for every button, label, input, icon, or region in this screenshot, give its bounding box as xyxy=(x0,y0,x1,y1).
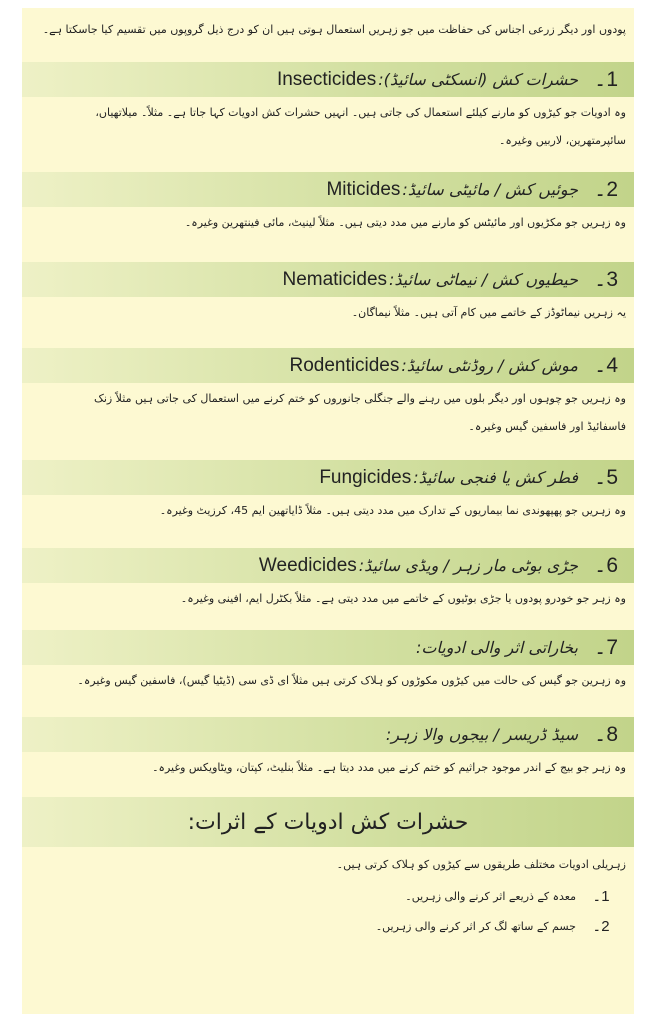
section-title-urdu: فطر کش یا فنجی سائیڈ: xyxy=(413,468,578,487)
section-description-block xyxy=(22,383,634,460)
section-number: 8۔ xyxy=(594,723,618,746)
section-description: وہ زہریں جو چوہوں اور دیگر بلوں میں رہنے والے جنگلی جانوروں کو ختم کرنے میں استعمال کی جاتی ہیں مثلاً زنک xyxy=(93,392,626,405)
intro-block xyxy=(22,8,634,62)
document-panel xyxy=(22,8,634,1014)
section-title xyxy=(414,638,578,657)
section-description-block xyxy=(22,297,634,348)
section-title-english: Insecticides xyxy=(276,68,377,90)
section-description-block xyxy=(22,665,634,717)
section-description-block xyxy=(22,583,634,630)
section-title-urdu: موش کش / روڈنٹی سائیڈ: xyxy=(401,356,578,375)
section-description-block xyxy=(22,97,634,172)
section-number: 2۔ xyxy=(594,178,618,201)
section-title-english: Rodenticides xyxy=(289,354,400,376)
section-header xyxy=(22,348,634,383)
section-title-urdu: جوئیں کش / مائیٹی سائیڈ: xyxy=(402,180,578,199)
section-number: 7۔ xyxy=(594,636,618,659)
effects-intro: زہریلی ادویات مختلف طریقوں سے کیڑوں کو ہلاک کرتی ہیں۔ xyxy=(336,858,626,871)
effects-item xyxy=(28,887,626,905)
section-title-english: Weedicides xyxy=(258,554,357,576)
section-title xyxy=(384,725,578,744)
sections xyxy=(22,62,634,797)
section-title xyxy=(277,69,578,91)
section-title-urdu: سیڈ ڈریسر / بیجوں والا زہر: xyxy=(385,725,578,744)
section-description-block xyxy=(22,495,634,548)
section-header xyxy=(22,717,634,752)
section-header xyxy=(22,62,634,97)
section-number: 5۔ xyxy=(594,466,618,489)
section-header xyxy=(22,460,634,495)
section-title xyxy=(282,269,578,291)
section-number: 3۔ xyxy=(594,268,618,291)
section-number: 4۔ xyxy=(594,354,618,377)
section-description: وہ زہریں جو پھپھوندی نما بیماریوں کے تدارک میں مدد دیتی ہیں۔ مثلاً ڈایاتھین ایم 45، کرزیٹ وغیرہ۔ xyxy=(159,504,626,517)
section-description: وہ ادویات جو کیڑوں کو مارنے کیلئے استعمال کی جاتی ہیں۔ انہیں حشرات کش ادویات کہا جاتا ہے۔ مثلاً۔ میلاتھیاں، xyxy=(95,106,626,119)
section-title xyxy=(259,555,578,577)
section-header xyxy=(22,172,634,207)
section-title xyxy=(319,467,578,489)
section-number: 1۔ xyxy=(594,68,618,91)
section-description: سائپرمتھرین، لاربیں وغیرہ۔ xyxy=(498,134,626,147)
item-text: معدہ کے ذریعے اثر کرنے والی زہریں۔ xyxy=(405,889,576,903)
section-title-urdu: حیطیوں کش / نیماٹی سائیڈ: xyxy=(389,270,578,289)
section-title-urdu: حشرات کش (انسکٹی سائیڈ): xyxy=(378,70,578,89)
section-title xyxy=(289,355,578,377)
section-header xyxy=(22,262,634,297)
section-description: وہ زہرین جو گیس کی حالت میں کیڑوں مکوڑوں کو ہلاک کرتی ہیں مثلاً ای ڈی سی (ڈیٹیا گیس)، فاسفین گیس وغیرہ۔ xyxy=(77,674,626,687)
section-title-english: Miticides xyxy=(326,178,401,200)
section-title-english: Nematicides xyxy=(282,268,388,290)
item-number: 1۔ xyxy=(592,888,610,905)
section-title-urdu: بخاراتی اثر والی ادویات: xyxy=(415,638,578,657)
section-header xyxy=(22,630,634,665)
item-number: 2۔ xyxy=(592,918,610,935)
effects-body xyxy=(22,847,634,935)
section-title xyxy=(326,179,578,201)
section-description: یہ زہریں نیماٹوڈز کے خاتمے میں کام آتی ہیں۔ مثلاً نیماگان۔ xyxy=(351,306,626,319)
section-title-english: Fungicides xyxy=(319,466,412,488)
section-number: 6۔ xyxy=(594,554,618,577)
section-description-block xyxy=(22,207,634,262)
effects-title: حشرات کش ادویات کے اثرات: xyxy=(22,797,634,847)
item-text: جسم کے ساتھ لگ کر اثر کرنے والی زہریں۔ xyxy=(375,919,576,933)
intro-text: پودوں اور دیگر زرعی اجناس کی حفاظت میں جو زہریں استعمال ہوتی ہیں ان کو درج ذیل گروپوں میں تقسیم کیا جاسکتا ہے۔ xyxy=(42,23,626,36)
section-description: وہ زہر جو بیج کے اندر موجود جراثیم کو ختم کرنے میں مدد دیتا ہے۔ مثلاً بنلیٹ، کپتان، ویٹاویکس وغیرہ۔ xyxy=(152,761,626,774)
section-description-block xyxy=(22,752,634,797)
section-description: وہ زہریں جو مکڑیوں اور مائیٹس کو مارنے میں مدد دیتی ہیں۔ مثلاً لینیٹ، مائی فینتھرین وغیرہ۔ xyxy=(184,216,626,229)
section-header xyxy=(22,548,634,583)
section-description: وہ زہر جو خودرو پودوں یا جڑی بوٹیوں کے خاتمے میں مدد دیتی ہے۔ مثلاً بکٹرل ایم، افینی وغیرہ۔ xyxy=(180,592,626,605)
section-title-urdu: جڑی بوٹی مار زہر / ویڈی سائیڈ: xyxy=(358,556,578,575)
effects-item xyxy=(28,917,626,935)
section-description: فاسفائیڈ اور فاسفین گیس وغیرہ۔ xyxy=(468,420,626,433)
